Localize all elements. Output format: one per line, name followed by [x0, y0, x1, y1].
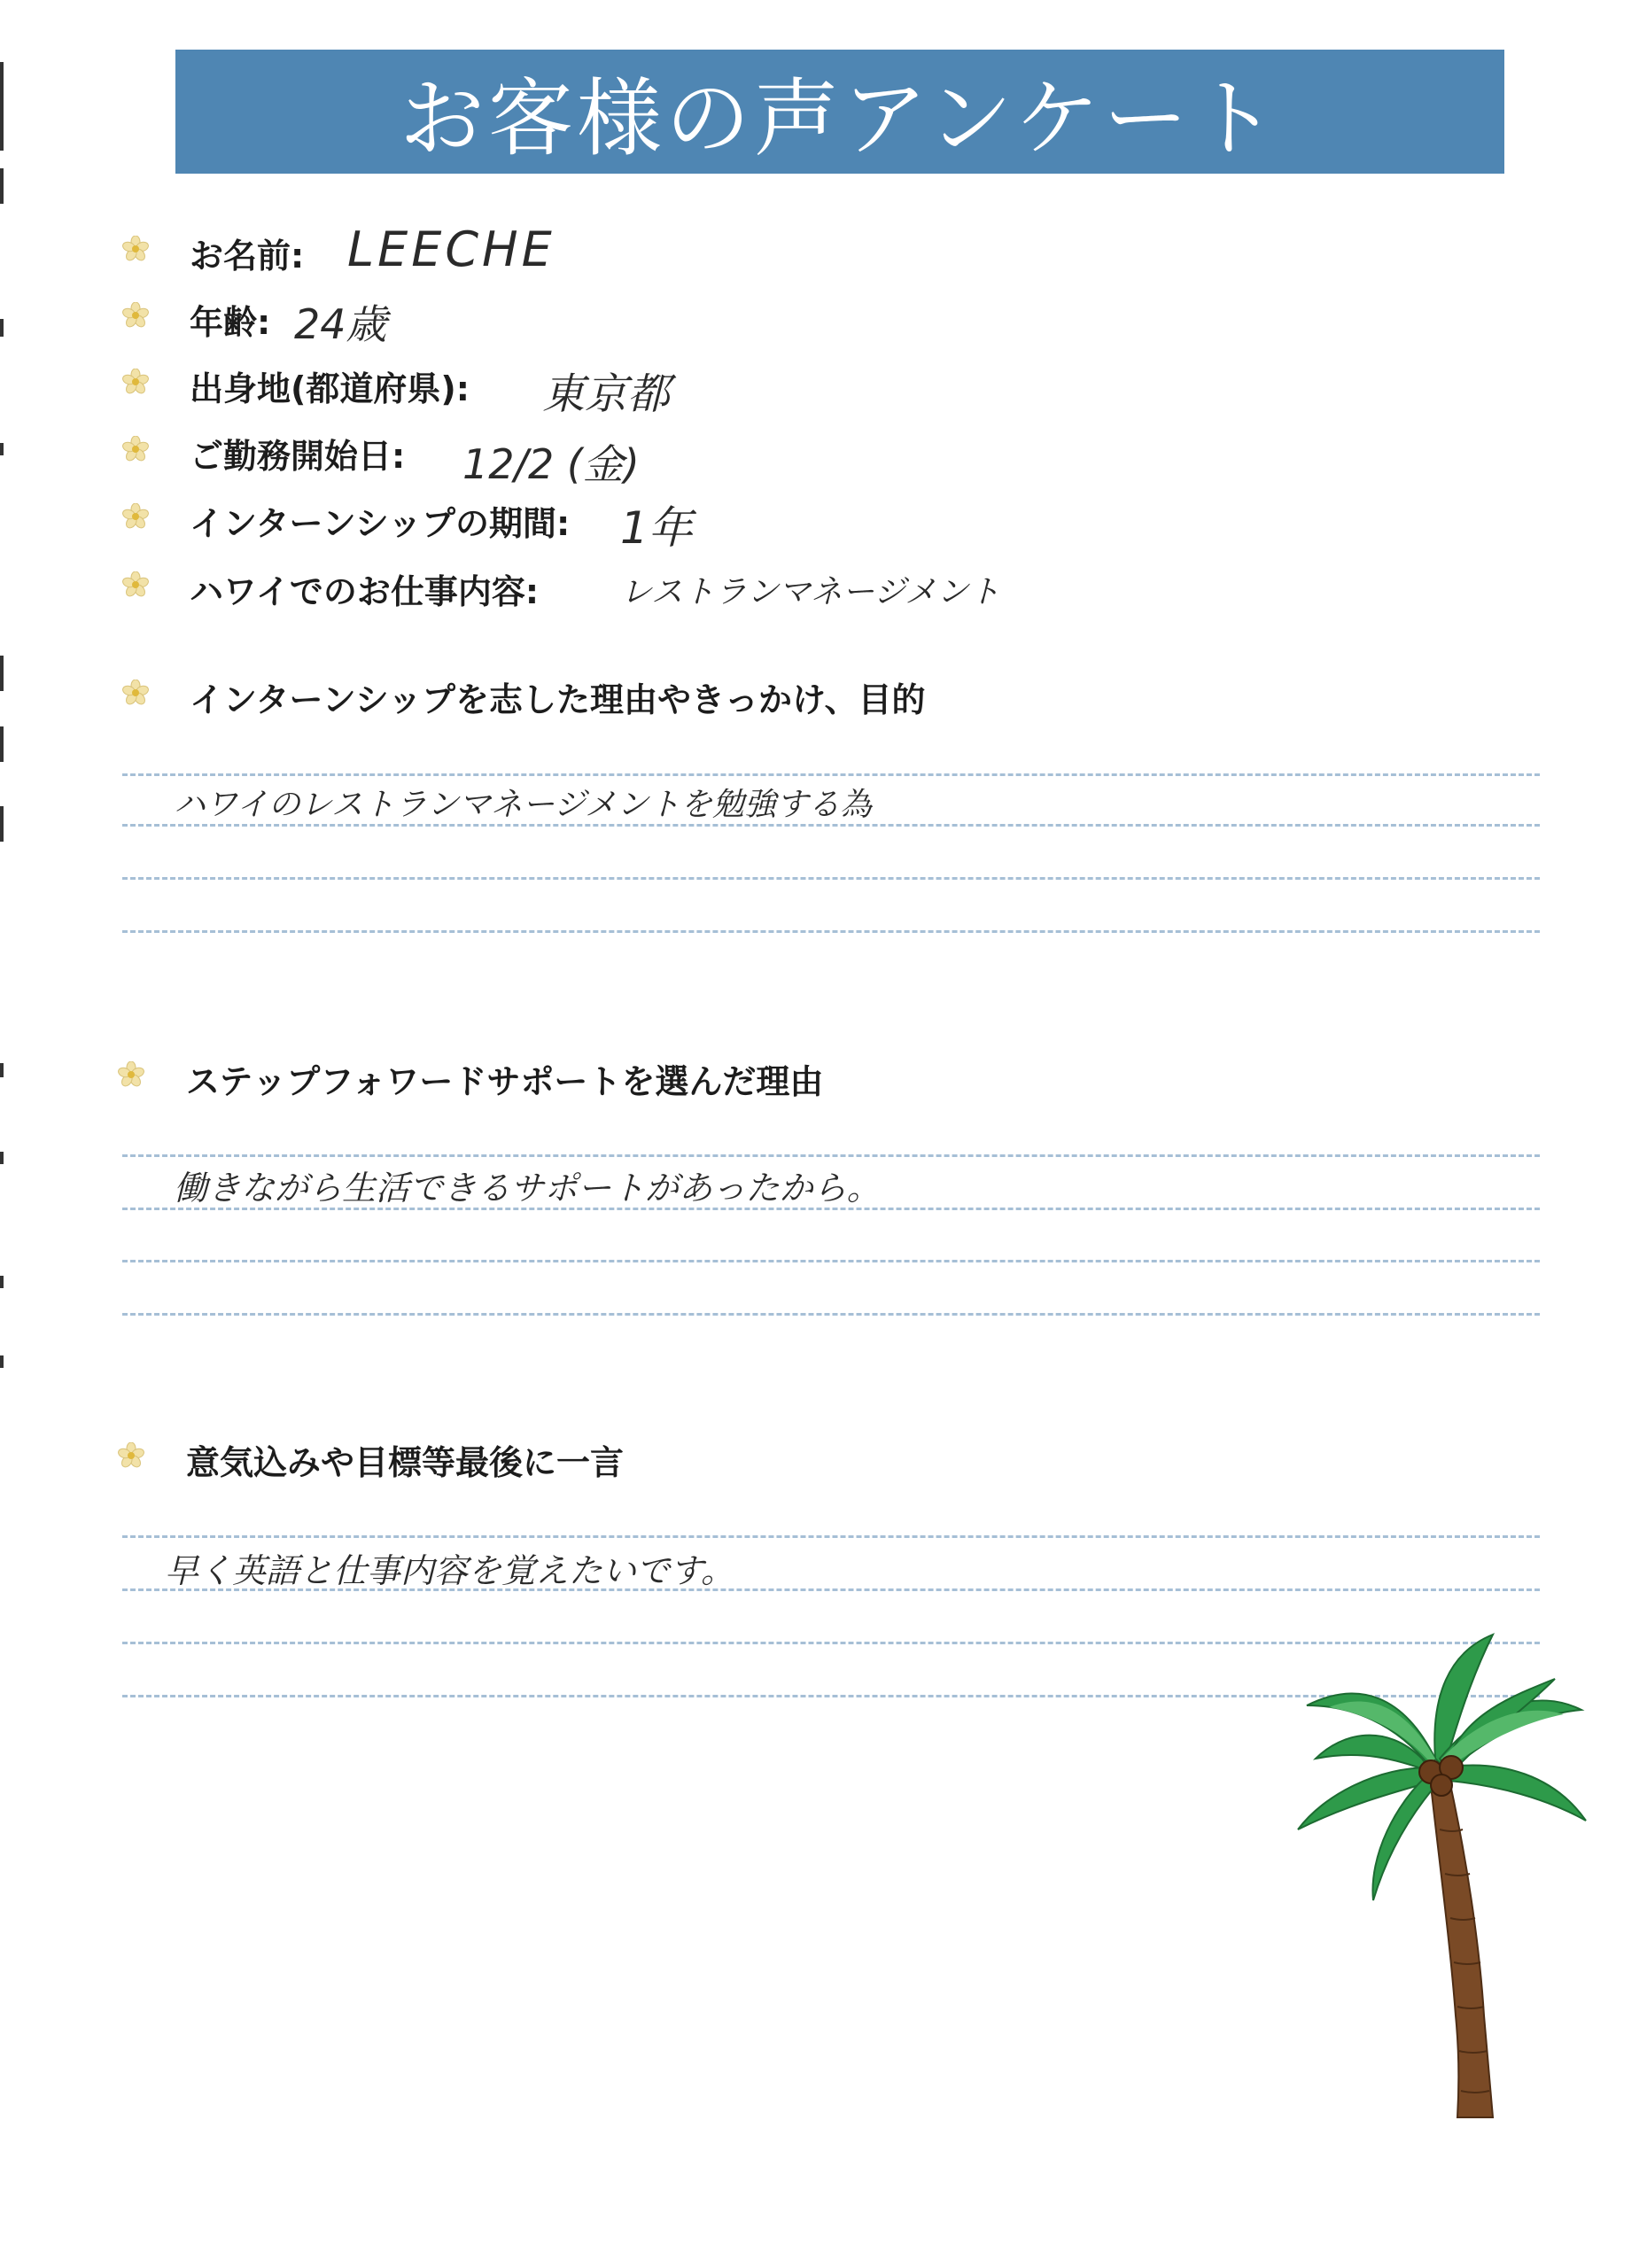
name-value: LEECHE [347, 221, 555, 277]
plumeria-bullet-icon [122, 571, 149, 598]
answer-line [122, 1313, 1540, 1316]
plumeria-bullet-icon [122, 503, 149, 530]
plumeria-bullet-icon [122, 436, 149, 462]
plumeria-bullet-icon [122, 302, 149, 329]
answer-line [122, 1208, 1540, 1210]
scan-edge-marks [0, 0, 12, 1382]
age-value: 24歳 [294, 300, 387, 348]
answer-line [122, 1260, 1540, 1262]
answer-line [122, 773, 1540, 776]
plumeria-bullet-icon [122, 680, 149, 706]
answer-line [122, 877, 1540, 880]
section-heading-final-word: 意気込みや目標等最後に一言 [186, 1443, 625, 1482]
answer-line [122, 1154, 1540, 1157]
plumeria-bullet-icon [122, 369, 149, 395]
start-date-label: ご勤務開始日: [190, 437, 406, 476]
job-content-label: ハワイでのお仕事内容: [190, 572, 540, 611]
start-date-value: 12/2 (金) [462, 440, 640, 488]
section-heading-reason: インターンシップを志した理由やきっかけ、目的 [190, 680, 926, 719]
plumeria-bullet-icon [118, 1061, 144, 1088]
answer-line [122, 1535, 1540, 1538]
hometown-value: 東京都 [542, 369, 671, 419]
job-content-value: レストランマネージメント [620, 574, 1001, 610]
section-heading-why-us: ステップフォワードサポートを選んだ理由 [186, 1062, 824, 1101]
plumeria-bullet-icon [118, 1442, 144, 1469]
name-label: お名前: [190, 237, 305, 276]
hometown-label: 出身地(都道府県): [190, 369, 470, 408]
internship-period-value: 1年 [620, 502, 693, 554]
answer-line [122, 824, 1540, 827]
section-answer-final-word: 早く英語と仕事内容を覚えたいです。 [165, 1551, 734, 1590]
internship-period-label: インターンシップの期間: [190, 504, 571, 543]
answer-line [122, 930, 1540, 933]
answer-line [122, 1588, 1540, 1591]
age-label: 年齢: [190, 303, 271, 342]
page-title: お客様の声アンケート [399, 68, 1281, 168]
palm-tree-illustration [1289, 1626, 1590, 2122]
title-banner [175, 50, 1504, 174]
plumeria-bullet-icon [122, 236, 149, 262]
section-answer-reason: ハワイのレストランマネージメントを勉強する為 [174, 787, 873, 823]
section-answer-why-us: 働きながら生活できるサポートがあったから。 [174, 1169, 881, 1208]
